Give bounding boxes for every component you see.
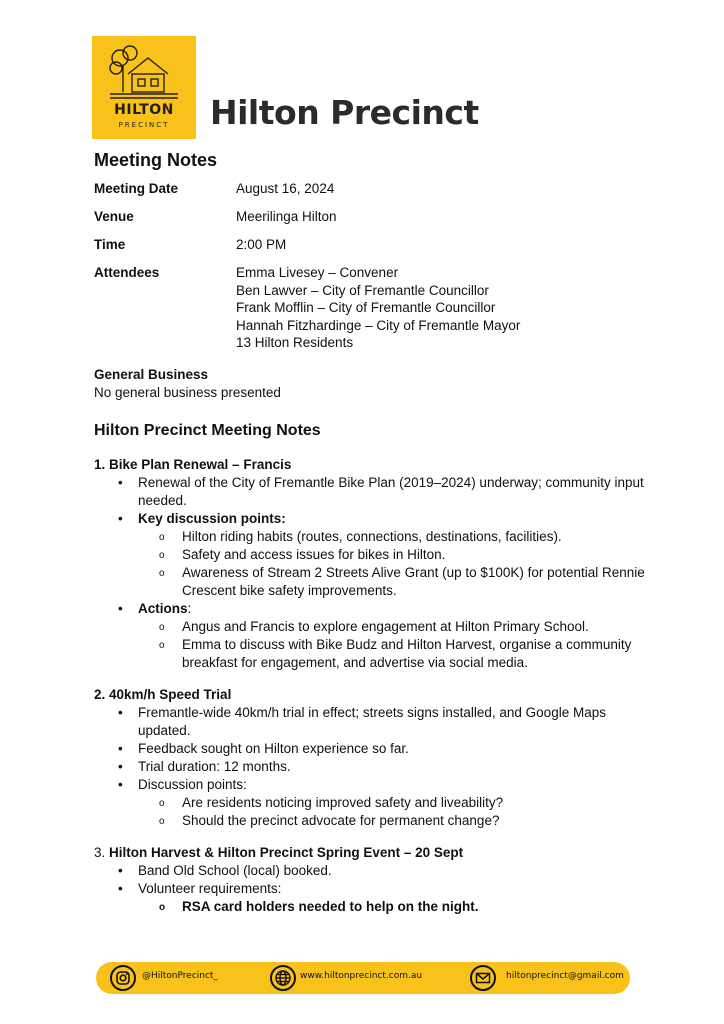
list-item: • Volunteer requirements: o RSA card holders needed to help on the night. (94, 880, 654, 916)
list-item: • Discussion points: o Are residents noticing improved safety and liveability? o Should the precinct advocate for permanent change? (94, 776, 654, 830)
attendee: 13 Hilton Residents (236, 335, 354, 350)
instagram-handle[interactable]: @HiltonPrecinct_ (142, 971, 218, 981)
sub-list-item: o Safety and access issues for bikes in Hilton. (138, 546, 654, 564)
sub-list-item: o Hilton riding habits (routes, connections, destinations, facilities). (138, 528, 654, 546)
list-item: • Actions: o Angus and Francis to explore engagement at Hilton Primary School. o Emma to discuss with Bike Budz and Hilton Harvest, organise a community breakfast for engagement, and advertise via social media. (94, 600, 654, 672)
sub-list-item: o RSA card holders needed to help on the night. (138, 898, 654, 916)
topic-title: 1. Bike Plan Renewal – Francis (94, 456, 292, 472)
mail-icon[interactable] (470, 965, 496, 991)
meta-label: Attendees (94, 265, 160, 280)
sub-list-item: o Emma to discuss with Bike Budz and Hilton Harvest, organise a community breakfast for engagement, and advertise via social media. (138, 636, 654, 672)
meta-value: 2:00 PM (236, 237, 287, 252)
footer-bar (96, 962, 630, 994)
brand-title: Hilton Precinct (210, 93, 479, 132)
logo (92, 36, 196, 139)
document-body (94, 148, 654, 916)
globe-icon[interactable] (270, 965, 296, 991)
list-item: • Key discussion points: o Hilton riding habits (routes, connections, destinations, facilities). o Safety and access issues for bikes in Hilton. o Awareness of Stream 2 Streets Alive Grant (up to $100K) for potential Rennie Crescent bike safety improvements. (94, 510, 654, 600)
list-item: • Feedback sought on Hilton experience so far. (94, 740, 654, 758)
sub-list-item: o Are residents noticing improved safety and liveability? (138, 794, 654, 812)
sub-list-item: o Should the precinct advocate for permanent change? (138, 812, 654, 830)
topic-title: 3. Hilton Harvest & Hilton Precinct Spring Event – 20 Sept (94, 844, 464, 860)
meta-row-time (94, 236, 654, 254)
meta-row-venue (94, 208, 654, 226)
meta-label: Time (94, 237, 126, 252)
attendee: Hannah Fitzhardinge – City of Fremantle Mayor (236, 317, 521, 333)
topic-spring-event (94, 844, 654, 916)
house-icon (106, 44, 182, 100)
topic-bike-plan (94, 456, 654, 672)
meta-label: Venue (94, 209, 134, 224)
meta-row-attendees (94, 264, 654, 352)
attendee: Ben Lawver – City of Fremantle Councillor (236, 282, 489, 298)
sub-list-item: o Awareness of Stream 2 Streets Alive Grant (up to $100K) for potential Rennie Crescent bike safety improvements. (138, 564, 654, 600)
meeting-notes-heading: Meeting Notes (94, 150, 218, 170)
meta-label: Meeting Date (94, 181, 179, 196)
topic-title: 2. 40km/h Speed Trial (94, 686, 232, 702)
email-link[interactable]: hiltonprecinct@gmail.com (506, 971, 624, 981)
notes-heading: Hilton Precinct Meeting Notes (94, 421, 321, 439)
general-business-text: No general business presented (94, 384, 281, 400)
instagram-icon[interactable] (110, 965, 136, 991)
meta-value: August 16, 2024 (236, 181, 335, 196)
logo-name: HILTON (114, 102, 174, 118)
list-item: • Renewal of the City of Fremantle Bike Plan (2019–2024) underway; community input needed. (94, 474, 654, 510)
attendee-list (236, 264, 520, 352)
topic-speed-trial (94, 686, 654, 830)
attendee: Emma Livesey – Convener (236, 265, 399, 280)
meta-value: Meerilinga Hilton (236, 209, 337, 224)
website-link[interactable]: www.hiltonprecinct.com.au (300, 971, 423, 981)
general-business-title: General Business (94, 366, 209, 382)
logo-subtitle: PRECINCT (118, 121, 170, 129)
list-item: • Fremantle-wide 40km/h trial in effect; streets signs installed, and Google Maps updated. (94, 704, 654, 740)
meta-row-date (94, 180, 654, 198)
list-item: • Band Old School (local) booked. (94, 862, 654, 880)
list-item: • Trial duration: 12 months. (94, 758, 654, 776)
attendee: Frank Mofflin – City of Fremantle Councillor (236, 300, 496, 315)
sub-list-item: o Angus and Francis to explore engagement at Hilton Primary School. (138, 618, 654, 636)
